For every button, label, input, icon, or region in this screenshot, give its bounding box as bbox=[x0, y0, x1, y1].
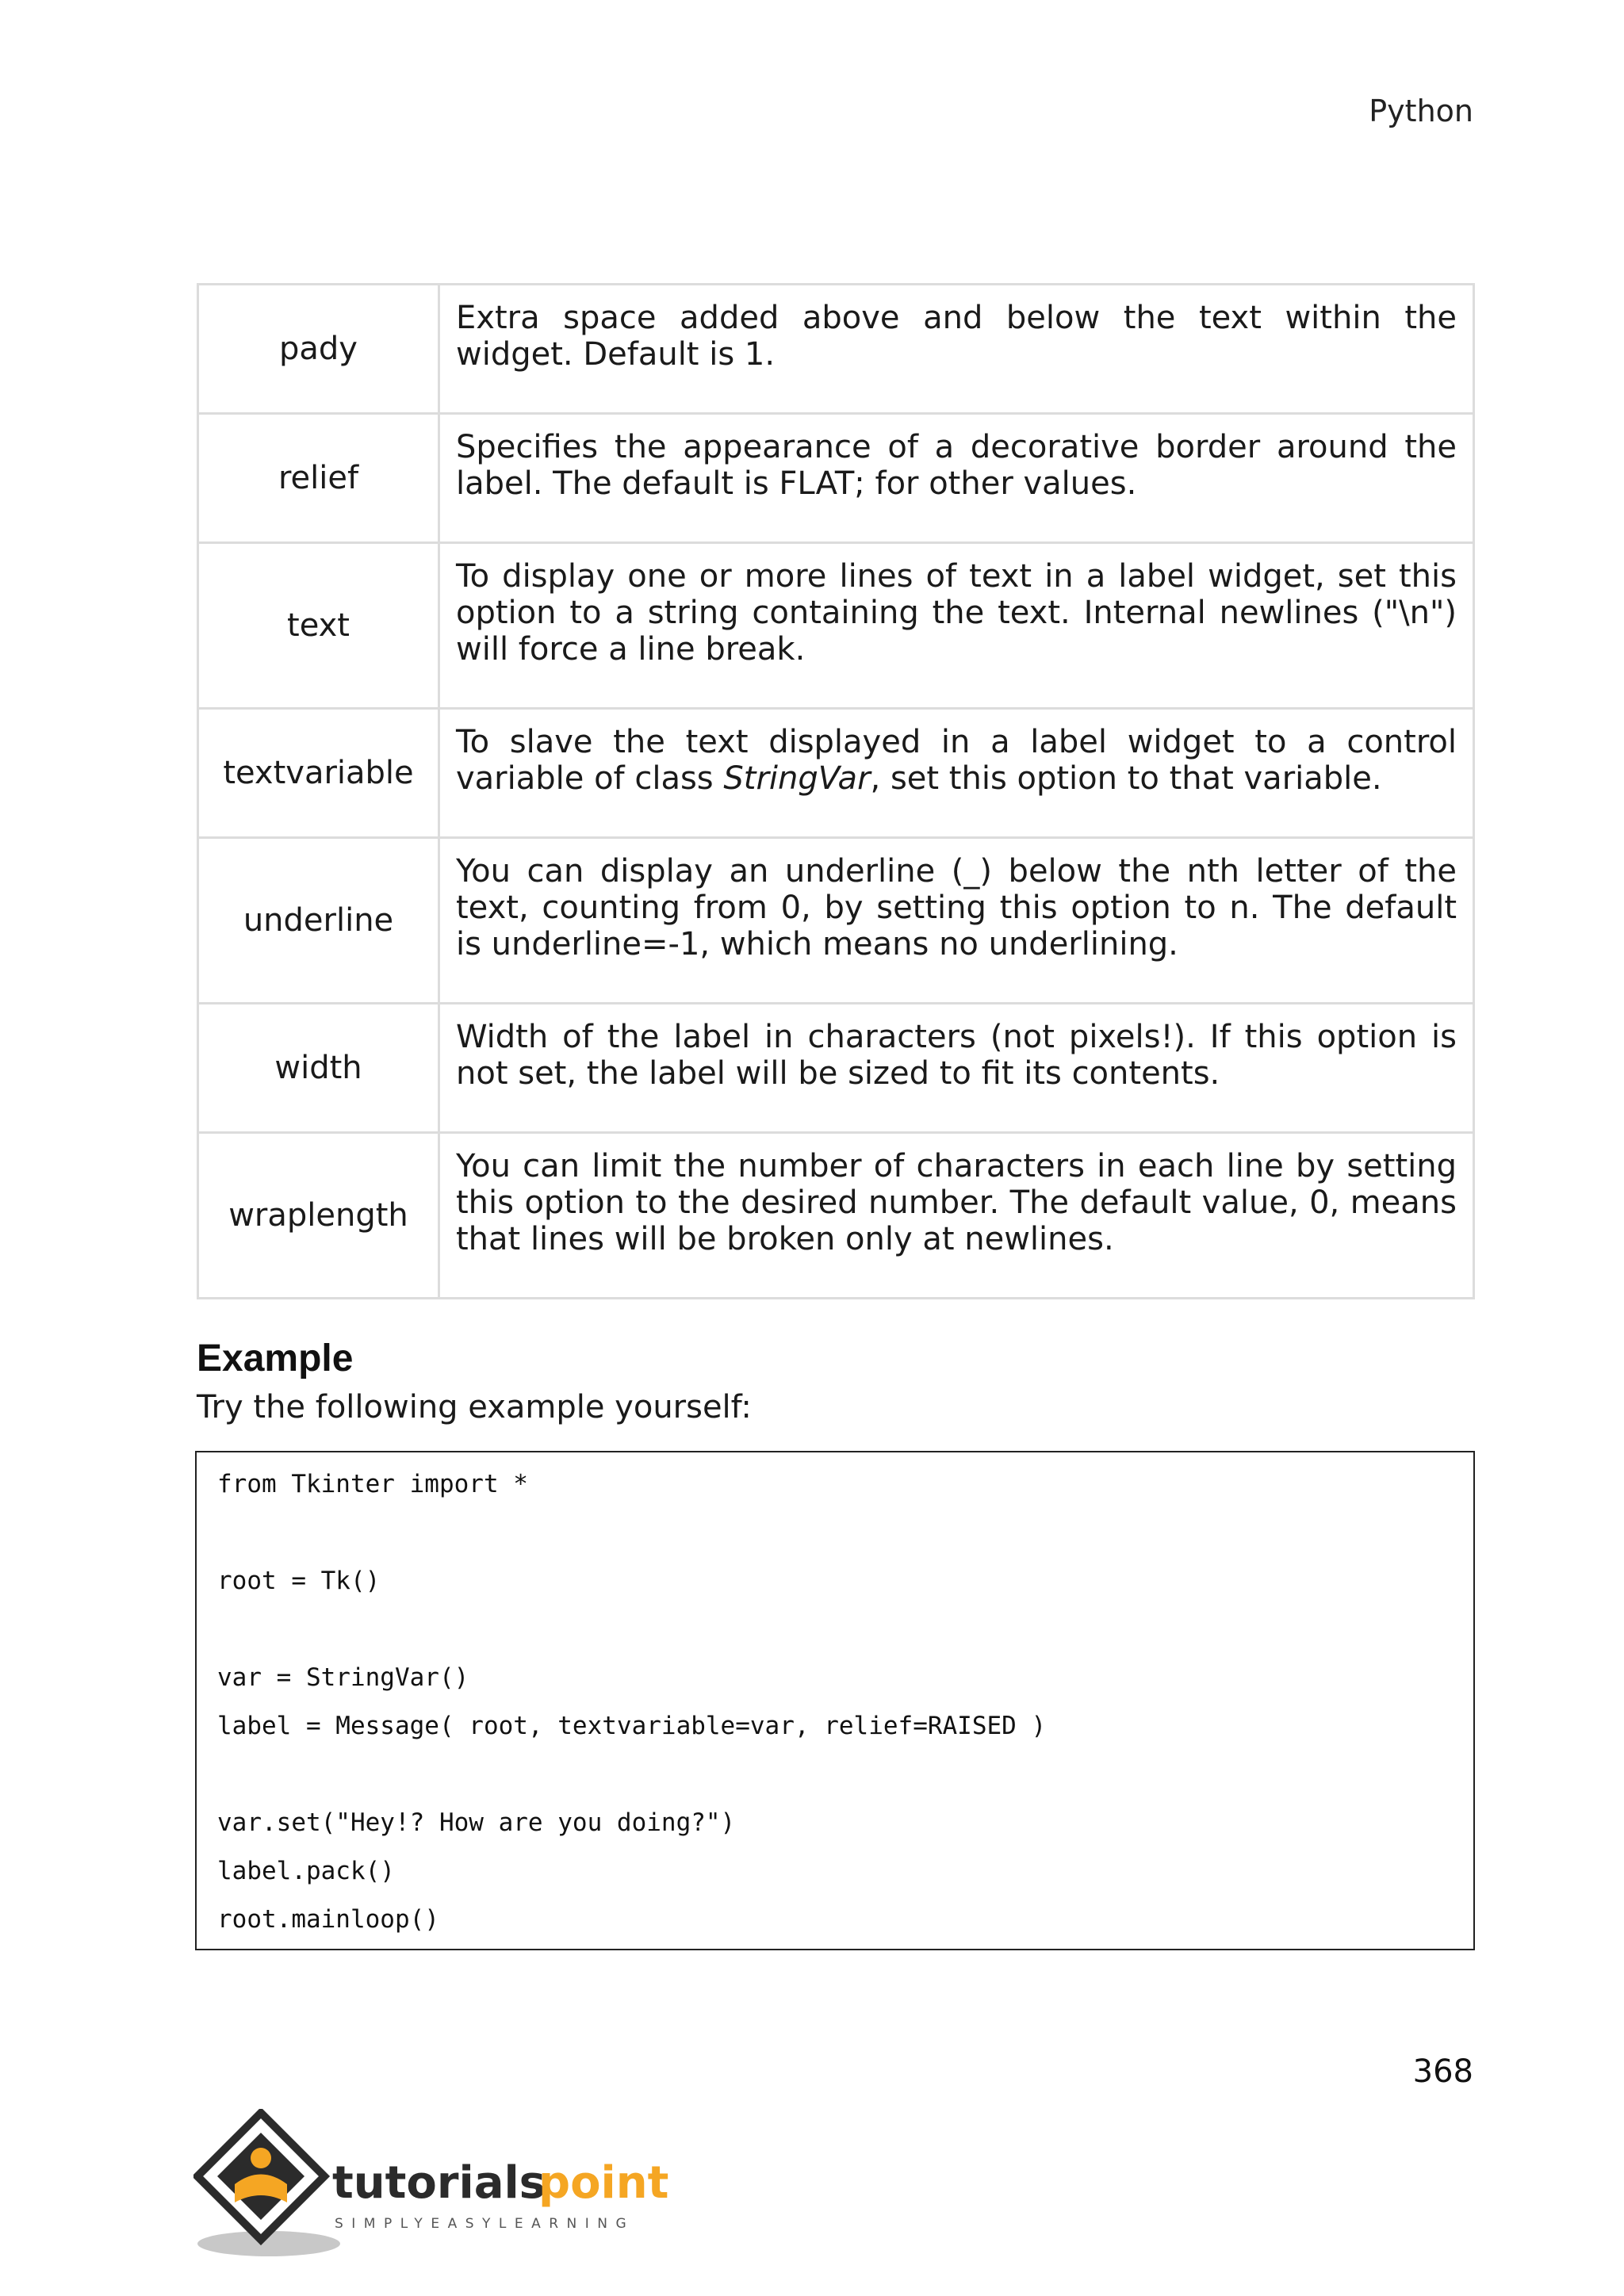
options-table bbox=[197, 283, 1475, 1299]
example-intro: Try the following example yourself: bbox=[197, 1389, 752, 1425]
description-text: To slave the text displayed in a label widget to a control variable of class bbox=[456, 724, 1457, 797]
logo-word-point: point bbox=[538, 2157, 669, 2209]
code-line: root = Tk() bbox=[217, 1567, 381, 1595]
table-row bbox=[198, 1133, 1474, 1299]
option-name: wraplength bbox=[198, 1133, 439, 1299]
option-name: width bbox=[198, 1004, 439, 1133]
logo-word-tutorials: tutorials bbox=[332, 2157, 546, 2209]
table-row bbox=[198, 1004, 1474, 1133]
example-heading: Example bbox=[197, 1337, 354, 1380]
option-description: Extra space added above and below the text within the widget. Default is 1. bbox=[439, 285, 1474, 414]
option-description: Width of the label in characters (not pixels!). If this option is not set, the label will be sized to fit its contents. bbox=[439, 1004, 1474, 1133]
code-line: label = Message( root, textvariable=var, relief=RAISED ) bbox=[217, 1712, 1047, 1740]
option-name: textvariable bbox=[198, 709, 439, 838]
option-description bbox=[439, 709, 1474, 838]
class-name: StringVar bbox=[723, 760, 871, 797]
header-title: Python bbox=[1369, 94, 1473, 128]
table-row bbox=[198, 285, 1474, 414]
page-number: 368 bbox=[1412, 2053, 1473, 2090]
description-text: , set this option to that variable. bbox=[870, 760, 1382, 797]
option-name: relief bbox=[198, 414, 439, 543]
code-line: var = StringVar() bbox=[217, 1663, 469, 1692]
option-description: You can display an underline (_) below the nth letter of the text, counting from 0, by setting this option to n. The default is underline=-1, which means no underlining. bbox=[439, 838, 1474, 1004]
table-row bbox=[198, 709, 1474, 838]
code-line: var.set("Hey!? How are you doing?") bbox=[217, 1808, 736, 1837]
code-line: label.pack() bbox=[217, 1857, 395, 1885]
option-description: You can limit the number of characters in each line by setting this option to the desired number. The default value, 0, means that lines will be broken only at newlines. bbox=[439, 1133, 1474, 1299]
option-description: To display one or more lines of text in a label widget, set this option to a string containing the text. Internal newlines ("\n") will force a line break. bbox=[439, 543, 1474, 709]
table-row bbox=[198, 543, 1474, 709]
code-line: root.mainloop() bbox=[217, 1905, 439, 1934]
option-description: Specifies the appearance of a decorative border around the label. The default is FLAT; for other values. bbox=[439, 414, 1474, 543]
option-name: text bbox=[198, 543, 439, 709]
logo-tagline: SIMPLYEASYLEARNING bbox=[335, 2216, 635, 2232]
code-block bbox=[195, 1451, 1475, 1950]
table-row bbox=[198, 838, 1474, 1004]
option-name: pady bbox=[198, 285, 439, 414]
option-name: underline bbox=[198, 838, 439, 1004]
tutorialspoint-logo bbox=[193, 2109, 685, 2260]
table-row bbox=[198, 414, 1474, 543]
code-line: from Tkinter import * bbox=[217, 1470, 528, 1498]
logo-person-icon bbox=[251, 2148, 271, 2168]
